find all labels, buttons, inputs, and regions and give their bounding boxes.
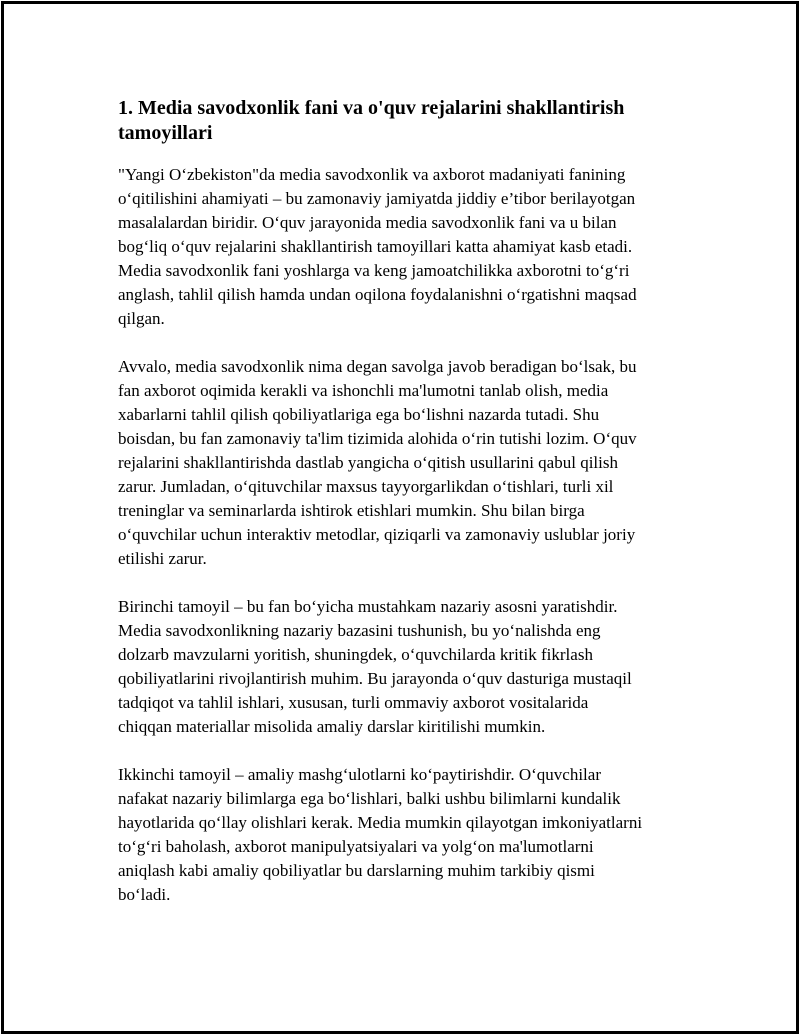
paragraph-line: fan axborot oqimida kerakli va ishonchli ma'lumotni tanlab olish, media: [118, 381, 609, 400]
paragraph-line: treninglar va seminarlarda ishtirok etishlari mumkin. Shu bilan birga: [118, 501, 585, 520]
paragraph-line: bo‘ladi.: [118, 885, 171, 904]
paragraph-avvalo: [118, 355, 758, 571]
paragraph-line: zarur. Jumladan, o‘qituvchilar maxsus tayyorgarlikdan o‘tishlari, turli xil: [118, 477, 614, 496]
paragraph-line: o‘quvchilar uchun interaktiv metodlar, qiziqarli va zamonaviy uslublar joriy: [118, 525, 636, 544]
paragraph-intro: [118, 163, 758, 331]
paragraph-line: bog‘liq o‘quv rejalarini shakllantirish tamoyillari katta ahamiyat kasb etadi.: [118, 237, 633, 256]
paragraph-line: Avvalo, media savodxonlik nima degan savolga javob beradigan bo‘lsak, bu: [118, 357, 637, 376]
paragraph-line: "Yangi O‘zbekiston"da media savodxonlik va axborot madaniyati fanining: [118, 165, 626, 184]
paragraph-line: hayotlarida qo‘llay olishlari kerak. Media mumkin qilayotgan imkoniyatlarni: [118, 813, 643, 832]
paragraph-line: o‘qitilishini ahamiyati – bu zamonaviy jamiyatda jiddiy e’tibor berilayotgan: [118, 189, 636, 208]
paragraph-line: chiqqan materiallar misolida amaliy darslar kiritilishi mumkin.: [118, 717, 546, 736]
paragraph-line: nafakat nazariy bilimlarga ega bo‘lishlari, balki ushbu bilimlarni kundalik: [118, 789, 621, 808]
paragraph-line: aniqlash kabi amaliy qobiliyatlar bu darslarning muhim tarkibiy qismi: [118, 861, 595, 880]
paragraph-line: dolzarb mavzularni yoritish, shuningdek, o‘quvchilarda kritik fikrlash: [118, 645, 593, 664]
paragraph-line: etilishi zarur.: [118, 549, 207, 568]
paragraph-line: qobiliyatlarini rivojlantirish muhim. Bu jarayonda o‘quv dasturiga mustaqil: [118, 669, 632, 688]
paragraph-line: boisdan, bu fan zamonaviy ta'lim tizimida alohida o‘rin tutishi lozim. O‘quv: [118, 429, 637, 448]
paragraph-line: to‘g‘ri baholash, axborot manipulyatsiyalari va yolg‘on ma'lumotlarni: [118, 837, 594, 856]
paragraph-line: masalalardan biridir. O‘quv jarayonida media savodxonlik fani va u bilan: [118, 213, 617, 232]
paragraph-second-principle: [118, 763, 758, 907]
paragraph-line: tadqiqot va tahlil ishlari, xususan, turli ommaviy axborot vositalarida: [118, 693, 589, 712]
paragraph-line: rejalarini shakllantirishda dastlab yangicha o‘qitish usullarini qabul qilish: [118, 453, 618, 472]
paragraph-first-principle: [118, 595, 758, 739]
paragraph-line: qilgan.: [118, 309, 165, 328]
paragraph-line: Ikkinchi tamoyil – amaliy mashg‘ulotlarni ko‘paytirishdir. O‘quvchilar: [118, 765, 601, 784]
document-title: [118, 96, 758, 146]
paragraph-line: xabarlarni tahlil qilish qobiliyatlariga ega bo‘lishni nazarda tutadi. Shu: [118, 405, 600, 424]
paragraph-line: anglash, tahlil qilish hamda undan oqilona foydalanishni o‘rgatishni maqsad: [118, 285, 637, 304]
paragraph-line: Media savodxonlik fani yoshlarga va keng jamoatchilikka axborotni to‘g‘ri: [118, 261, 630, 280]
paragraph-line: Birinchi tamoyil – bu fan bo‘yicha mustahkam nazariy asosni yaratishdir.: [118, 597, 618, 616]
title-line: 1. Media savodxonlik fani va o'quv rejalarini shakllantirish: [118, 97, 625, 119]
paragraph-line: Media savodxonlikning nazariy bazasini tushunish, bu yo‘nalishda eng: [118, 621, 601, 640]
title-line: tamoyillari: [118, 122, 213, 144]
document-body: [118, 96, 758, 907]
